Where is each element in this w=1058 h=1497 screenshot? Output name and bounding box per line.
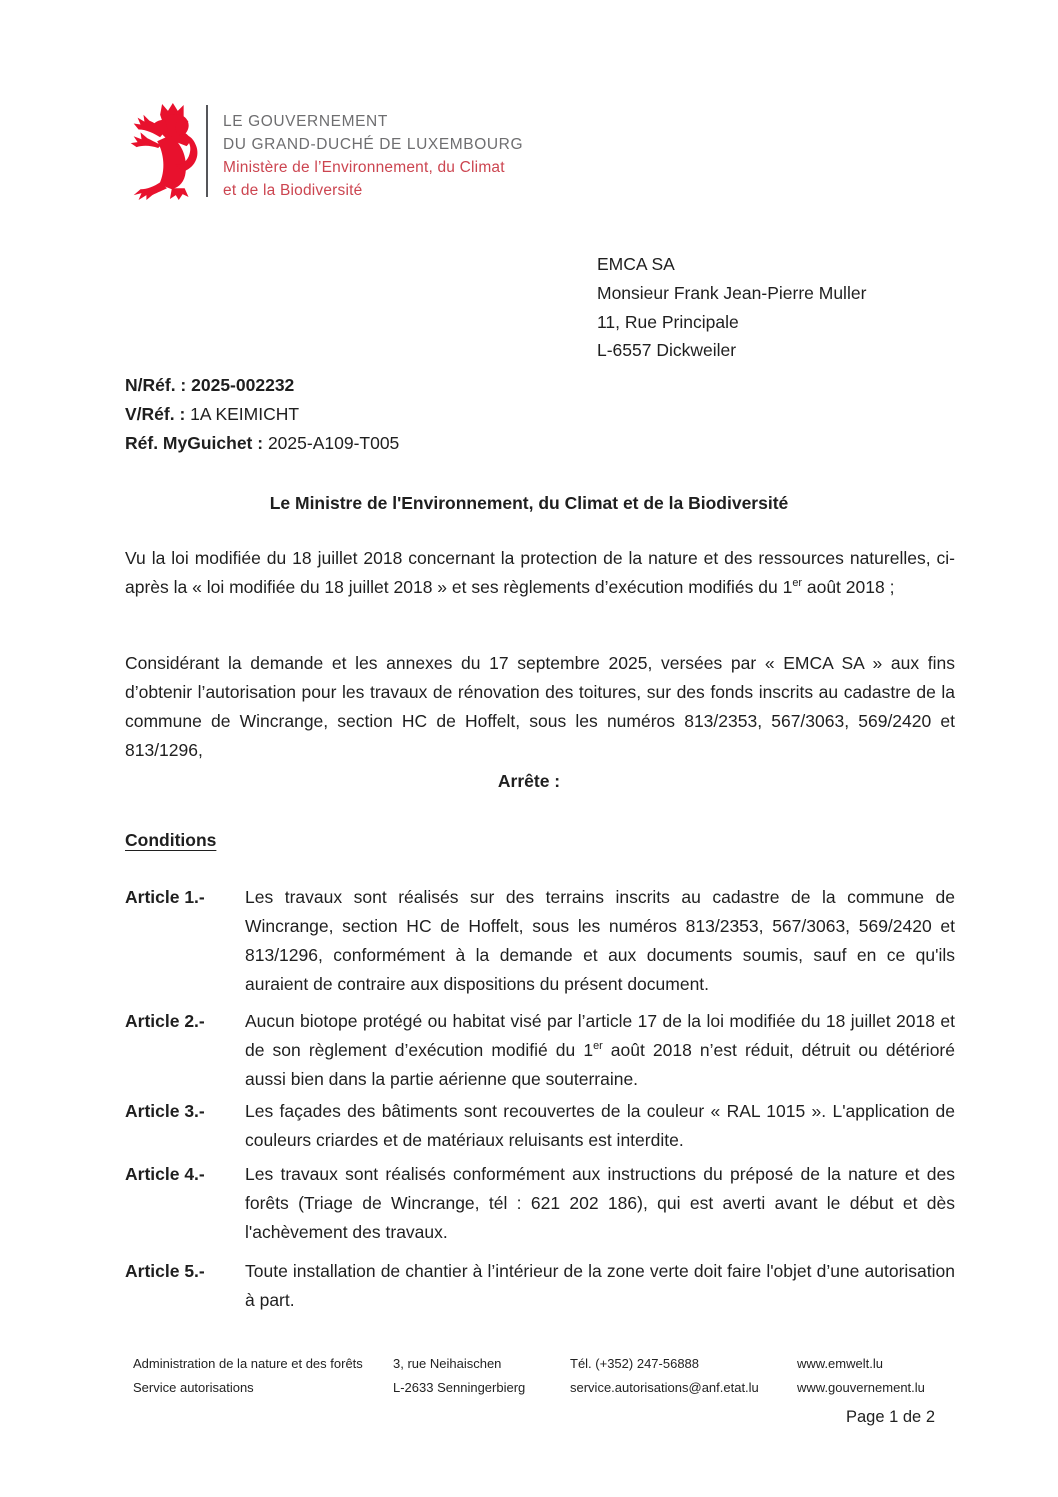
article-4 — [125, 1160, 955, 1247]
article-3-text: Les façades des bâtiments sont recouvertes de la couleur « RAL 1015 ». L'application de couleurs criardes et de matériaux reluisants est interdite. — [245, 1101, 955, 1150]
recipient-city: L-6557 Dickweiler — [597, 340, 737, 361]
reference-line-vref — [125, 400, 399, 429]
vref-value: 1A KEIMICHT — [190, 404, 300, 424]
paragraph-considerant: Considérant la demande et les annexes du 17 septembre 2025, versées par « EMCA SA » aux fins d’obtenir l’autorisation pour les travaux de rénovation des toitures, sur des fonds inscrits au cadastre de la commune de Wincrange, section HC de Hoffelt, sous les numéros 813/2353, 567/3063, 569/2420 et 813/1296, — [125, 653, 955, 760]
myguichet-value: 2025-A109-T005 — [267, 433, 400, 453]
footer-organisation — [133, 1352, 363, 1400]
vref-label: V/Réf. : — [125, 404, 191, 424]
article-5 — [125, 1257, 955, 1315]
footer-phone: Tél. (+352) 247-56888 — [570, 1356, 700, 1371]
paragraph-vu-text-end: août 2018 ; — [802, 577, 895, 597]
conditions-heading: Conditions — [125, 830, 217, 850]
article-4-text: Les travaux sont réalisés conformément aux instructions du préposé de la nature et des forêts (Triage de Wincrange, tél : 621 202 186), qui est averti avant le début et dès l'achèvement des travaux. — [245, 1164, 955, 1242]
logo-divider — [206, 105, 208, 197]
reference-line-nref — [125, 371, 399, 400]
article-3-label: Article 3.- — [125, 1101, 205, 1121]
logo-text — [223, 110, 523, 202]
nref-label: N/Réf. : — [125, 375, 192, 395]
article-2-text — [245, 1007, 955, 1094]
paragraph-vu — [125, 544, 955, 602]
article-4-label: Article 4.- — [125, 1164, 205, 1184]
myguichet-label: Réf. MyGuichet : — [125, 433, 268, 453]
reference-block — [125, 371, 399, 458]
recipient-address — [597, 250, 866, 365]
footer-address-line1: 3, rue Neihaischen — [393, 1356, 502, 1371]
footer-org-line2: Service autorisations — [133, 1380, 254, 1395]
government-name-line1: LE GOUVERNEMENT — [223, 113, 388, 130]
footer-websites — [797, 1352, 925, 1400]
ministry-name-line1: Ministère de l’Environnement, du Climat — [223, 159, 505, 176]
article-5-text: Toute installation de chantier à l’intérieur de la zone verte doit faire l'objet d’une autorisation à part. — [245, 1261, 955, 1310]
nref-value: 2025-002232 — [191, 375, 295, 395]
article-2 — [125, 1007, 955, 1094]
reference-line-myguichet — [125, 429, 399, 458]
ministry-name-line2: et de la Biodiversité — [223, 182, 363, 199]
recipient-name: Monsieur Frank Jean-Pierre Muller — [597, 282, 867, 303]
government-name-line2: DU GRAND-DUCHÉ DE LUXEMBOURG — [223, 136, 524, 153]
article-1-label: Article 1.- — [125, 887, 205, 907]
article-2-label: Article 2.- — [125, 1011, 205, 1031]
footer-address-line2: L-2633 Senningerbierg — [393, 1380, 526, 1395]
footer-org-line1: Administration de la nature et des forêts — [133, 1356, 363, 1371]
article-5-label: Article 5.- — [125, 1261, 205, 1281]
footer-website-gouvernement: www.gouvernement.lu — [797, 1380, 925, 1395]
footer-website-emwelt: www.emwelt.lu — [797, 1356, 883, 1371]
article-2-text-end: août 2018 n’est réduit, détruit ou détérioré aussi bien dans la partie aérienne que souterraine. — [245, 1040, 955, 1089]
recipient-company: EMCA SA — [597, 254, 675, 274]
footer-address — [393, 1352, 525, 1400]
arrete-heading: Arrête : — [497, 771, 561, 791]
page-number: Page 1 de 2 — [846, 1408, 935, 1426]
footer-contact — [570, 1352, 759, 1400]
article-1-text: Les travaux sont réalisés sur des terrains inscrits au cadastre de la commune de Wincrange, section HC de Hoffelt, sous les numéros 813/2353, 567/3063, 569/2420 et 813/1296, conformément à la demande et aux documents soumis, sauf en ce qu'ils auraient de contraire aux dispositions du présent document. — [245, 887, 955, 994]
superscript-er: er — [792, 577, 802, 590]
luxembourg-lion-icon — [130, 102, 202, 200]
article-3 — [125, 1097, 955, 1155]
footer-email: service.autorisations@anf.etat.lu — [570, 1380, 759, 1395]
article-2-text-start: Aucun biotope protégé ou habitat visé par l’article 17 de la loi modifiée du 18 juillet 2018 et de son règlement d’exécution modifié du 1 — [245, 1011, 955, 1060]
superscript-er: er — [593, 1040, 603, 1053]
paragraph-vu-text: Vu la loi modifiée du 18 juillet 2018 concernant la protection de la nature et des ressources naturelles, ci-après la « loi modifiée du 18 juillet 2018 » et ses règlements d’exécution modifiés du 1 — [125, 548, 955, 597]
document-title: Le Ministre de l'Environnement, du Climat et de la Biodiversité — [269, 493, 789, 513]
article-1 — [125, 883, 955, 999]
recipient-street: 11, Rue Principale — [597, 311, 739, 332]
